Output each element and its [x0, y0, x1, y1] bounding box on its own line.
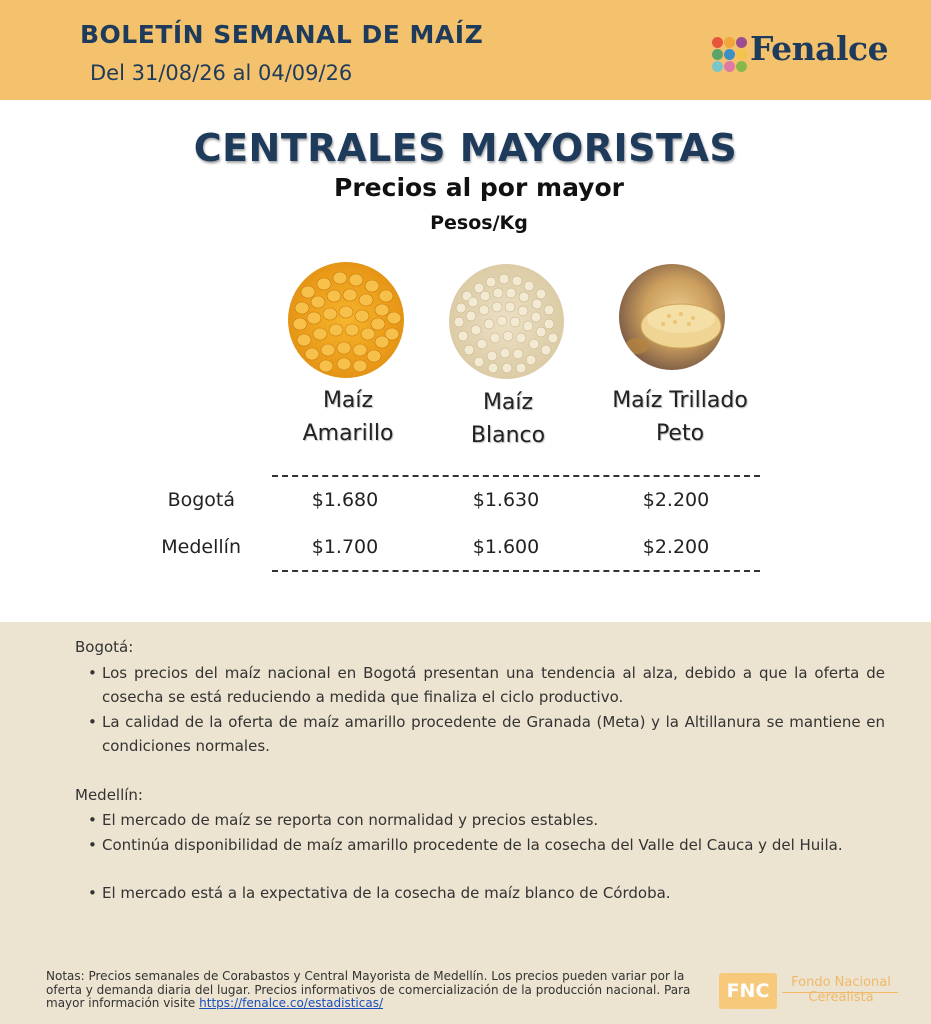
fnc-divider	[782, 992, 898, 993]
product-label-peto	[590, 384, 770, 450]
bulletin-title: BOLETÍN SEMANAL DE MAÍZ	[80, 20, 484, 49]
white-corn-image	[449, 264, 564, 379]
list-item-text: El mercado está a la expectativa de la cosecha de maíz blanco de Córdoba.	[102, 884, 671, 902]
fnc-organization-name	[782, 975, 900, 1005]
fnc-name-line: Fondo Nacional	[791, 975, 891, 990]
price-unit: Pesos/Kg	[430, 212, 528, 234]
footnote-text: Notas: Precios semanales de Corabastos y Central Mayorista de Medellín. Los precios pueden variar por la oferta y demanda diaria del lugar. Precios informativos de comercialización de la producción nacional. Para mayor información visite	[46, 969, 691, 1010]
notes-heading-medellin: Medellín:	[75, 786, 143, 804]
price-cell: $2.200	[642, 489, 710, 511]
footnote	[46, 970, 716, 1011]
maiz-peto-image	[619, 264, 725, 370]
product-label-line: Maíz	[322, 388, 374, 413]
section-title: CENTRALES MAYORISTAS	[193, 126, 738, 170]
list-item	[88, 881, 885, 905]
price-cell: $1.680	[311, 489, 379, 511]
price-cell: $1.700	[311, 536, 379, 558]
product-label-line: Amarillo	[302, 421, 394, 446]
list-item	[88, 808, 885, 832]
product-label-yellow	[268, 384, 428, 450]
product-label-line: Maíz Trillado	[612, 388, 748, 413]
list-item-text: Continúa disponibilidad de maíz amarillo procedente de la cosecha del Valle del Cauca y del Huila.	[102, 836, 843, 854]
product-label-line: Blanco	[470, 423, 546, 448]
header-banner	[0, 0, 931, 100]
list-item	[88, 833, 868, 857]
list-item-text: Los precios del maíz nacional en Bogotá presentan una tendencia al alza, debido a que la oferta de cosecha se está reduciendo a medida que finaliza el ciclo productivo.	[102, 664, 885, 706]
bulletin-date-range: Del 31/08/26 al 04/09/26	[90, 61, 353, 85]
city-label-medellin: Medellín	[161, 536, 241, 558]
price-cell: $1.600	[472, 536, 540, 558]
product-label-white	[428, 386, 588, 452]
bullet-icon: •	[88, 811, 97, 829]
price-cell: $2.200	[642, 536, 710, 558]
fenalce-wordmark: Fenalce	[750, 29, 889, 68]
list-item-text: El mercado de maíz se reporta con normalidad y precios estables.	[102, 811, 599, 829]
bullet-icon: •	[88, 664, 97, 682]
list-item-text: La calidad de la oferta de maíz amarillo procedente de Granada (Meta) y la Altillanura se mantiene en condiciones normales.	[102, 713, 885, 755]
fenalce-dots-icon	[712, 37, 748, 73]
bullet-icon: •	[88, 836, 97, 854]
list-item	[88, 710, 885, 758]
table-top-divider	[272, 475, 760, 477]
fenalce-logo	[712, 29, 912, 75]
yellow-corn-image	[288, 262, 404, 378]
fnc-name-line: Cerealista	[808, 990, 874, 1005]
notes-heading-bogota: Bogotá:	[75, 638, 134, 656]
fnc-logo	[719, 973, 777, 1009]
statistics-link[interactable]: https://fenalce.co/estadisticas/	[199, 996, 384, 1010]
fnc-logo-text: FNC	[726, 980, 770, 1002]
product-label-line: Maíz	[482, 390, 534, 415]
product-label-line: Peto	[655, 421, 705, 446]
bullet-icon: •	[88, 884, 97, 902]
city-label-bogota: Bogotá	[167, 489, 235, 511]
price-cell: $1.630	[472, 489, 540, 511]
section-subtitle: Precios al por mayor	[334, 173, 624, 202]
table-bottom-divider	[272, 570, 760, 572]
list-item	[88, 661, 885, 709]
bullet-icon: •	[88, 713, 97, 731]
